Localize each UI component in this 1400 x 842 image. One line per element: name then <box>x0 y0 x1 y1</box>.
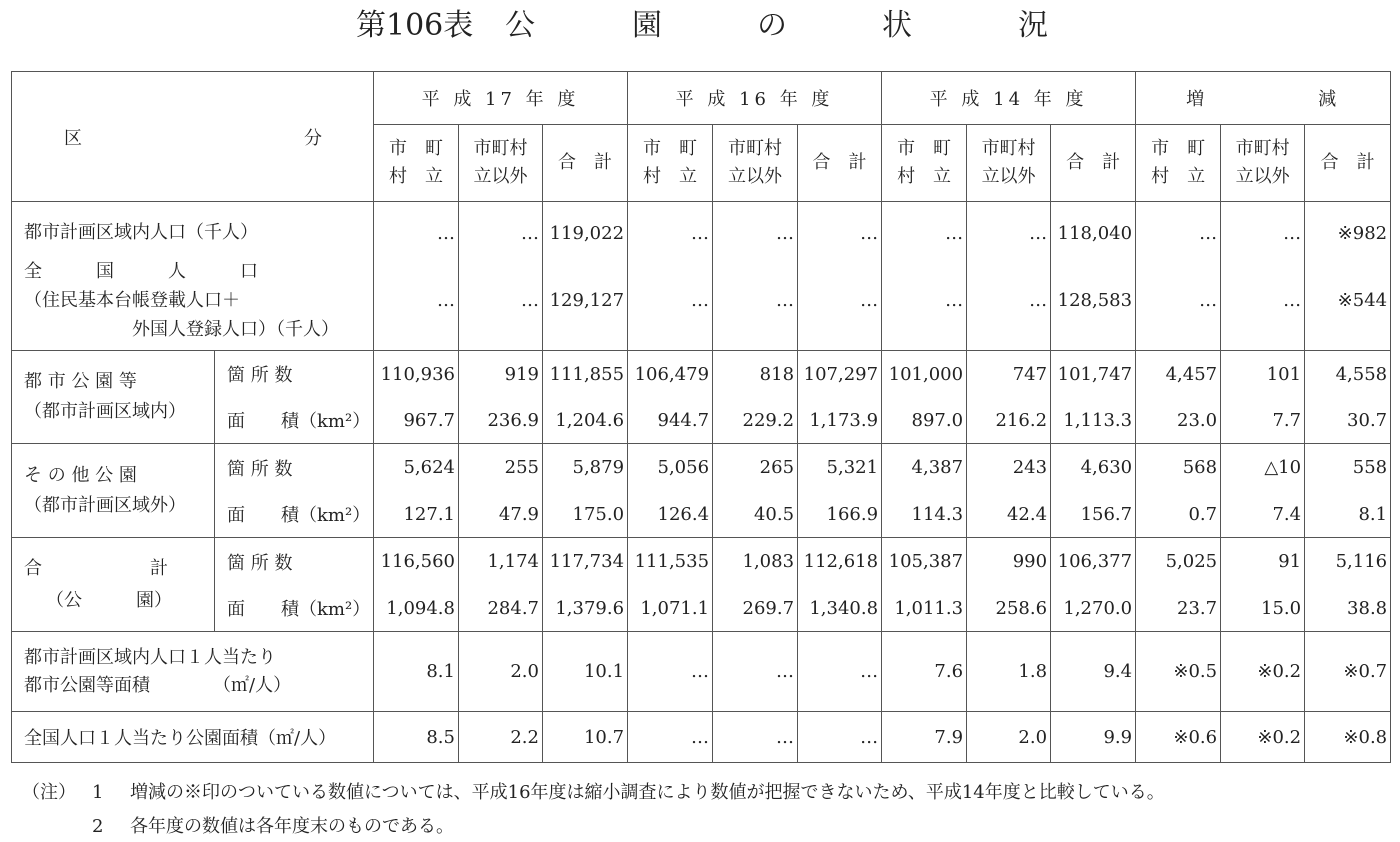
row-label: 全 国 人 口 （住民基本台帳登載人口＋ 外国人登録人口）（千人） <box>12 252 374 351</box>
table-cell: 7.7 <box>1221 398 1305 444</box>
note-text: 増減の※印のついている数値については、平成16年度は縮小調査により数値が把握できないため、平成14年度と比較している。 <box>130 782 1165 803</box>
table-cell: 216.2 <box>967 398 1051 444</box>
table-title <box>0 6 1400 46</box>
table-cell: 9.4 <box>1051 632 1136 712</box>
row-label: 全国人口１人当たり公園面積（㎡/人） <box>12 712 374 763</box>
table-cell: 5,321 <box>798 444 882 492</box>
change-header-right: 減 <box>1318 89 1341 110</box>
table-row <box>12 632 1391 712</box>
table-row <box>12 202 1391 252</box>
table-cell: 1,174 <box>459 538 543 586</box>
area-label: 面 積（km²） <box>215 492 374 538</box>
kubun-left: 区 <box>64 127 82 149</box>
sub-other: 市町村 立以外 <box>967 125 1051 202</box>
table-row <box>12 444 1391 492</box>
table-cell: … <box>798 712 882 763</box>
table-cell: … <box>1136 202 1221 252</box>
table-cell: 5,025 <box>1136 538 1221 586</box>
table-cell: 111,535 <box>628 538 713 586</box>
table-cell: … <box>628 202 713 252</box>
table-cell: 258.6 <box>967 586 1051 632</box>
row-group-label: 合 計 （公 園） <box>12 538 215 632</box>
table-cell: 5,879 <box>543 444 628 492</box>
header-row-years <box>12 72 1391 125</box>
table-row <box>12 586 1391 632</box>
row-group-label: そ の 他 公 園 （都市計画区域外） <box>12 444 215 538</box>
sub-muni: 市 町 村 立 <box>882 125 967 202</box>
table-cell: 5,056 <box>628 444 713 492</box>
table-cell: 284.7 <box>459 586 543 632</box>
table-cell: 111,855 <box>543 351 628 398</box>
table-cell: 897.0 <box>882 398 967 444</box>
table-cell: 4,558 <box>1305 351 1391 398</box>
table-cell: 990 <box>967 538 1051 586</box>
table-cell: 967.7 <box>374 398 459 444</box>
table-cell: 30.7 <box>1305 398 1391 444</box>
sub-muni: 市 町 村 立 <box>1136 125 1221 202</box>
table-cell: 0.7 <box>1136 492 1221 538</box>
row-group-label: 都 市 公 園 等 （都市計画区域内） <box>12 351 215 444</box>
table-cell: 1,340.8 <box>798 586 882 632</box>
table-cell: 8.5 <box>374 712 459 763</box>
sub-total: 合 計 <box>798 125 882 202</box>
table-cell: 128,583 <box>1051 252 1136 351</box>
table-cell: 568 <box>1136 444 1221 492</box>
table-cell: 112,618 <box>798 538 882 586</box>
table-cell: 2.0 <box>967 712 1051 763</box>
table-cell: 255 <box>459 444 543 492</box>
table-cell: … <box>713 632 798 712</box>
count-label: 箇 所 数 <box>215 444 374 492</box>
table-cell: 10.7 <box>543 712 628 763</box>
table-cell: 1,083 <box>713 538 798 586</box>
table-cell: 116,560 <box>374 538 459 586</box>
table-cell: 4,387 <box>882 444 967 492</box>
table-cell: ※0.2 <box>1221 632 1305 712</box>
table-cell: 91 <box>1221 538 1305 586</box>
table-row <box>12 351 1391 398</box>
table-cell: 23.7 <box>1136 586 1221 632</box>
title-char: の <box>757 8 787 43</box>
table-cell: … <box>628 252 713 351</box>
area-label: 面 積（km²） <box>215 586 374 632</box>
table-row <box>12 538 1391 586</box>
table-cell: 919 <box>459 351 543 398</box>
table-cell: ※0.8 <box>1305 712 1391 763</box>
table-row <box>12 252 1391 351</box>
table-cell: ※0.6 <box>1136 712 1221 763</box>
table-cell: … <box>713 712 798 763</box>
table-cell: 1,379.6 <box>543 586 628 632</box>
table-row <box>12 492 1391 538</box>
count-label: 箇 所 数 <box>215 538 374 586</box>
table-cell: 7.9 <box>882 712 967 763</box>
table-cell: ※982 <box>1305 202 1391 252</box>
table-cell: 175.0 <box>543 492 628 538</box>
table-cell: 5,116 <box>1305 538 1391 586</box>
year-header-h17: 平 成 17 年 度 <box>374 72 628 125</box>
table-cell: 129,127 <box>543 252 628 351</box>
parks-table <box>11 71 1391 763</box>
table-cell: … <box>882 202 967 252</box>
table-cell: … <box>967 252 1051 351</box>
table-row <box>12 398 1391 444</box>
sub-total: 合 計 <box>1305 125 1391 202</box>
table-cell: 107,297 <box>798 351 882 398</box>
table-cell: 106,377 <box>1051 538 1136 586</box>
table-cell: 1,071.1 <box>628 586 713 632</box>
sub-muni: 市 町 村 立 <box>628 125 713 202</box>
table-cell: … <box>713 202 798 252</box>
table-cell: 1,113.3 <box>1051 398 1136 444</box>
table-cell: 101,000 <box>882 351 967 398</box>
table-cell: 236.9 <box>459 398 543 444</box>
title-char: 園 <box>632 8 662 43</box>
table-cell: … <box>798 252 882 351</box>
table-cell: 10.1 <box>543 632 628 712</box>
sub-other: 市町村 立以外 <box>1221 125 1305 202</box>
table-cell: 747 <box>967 351 1051 398</box>
table-cell: … <box>459 252 543 351</box>
note-prefix: （注） <box>22 782 76 803</box>
table-cell: 127.1 <box>374 492 459 538</box>
table-row <box>12 712 1391 763</box>
table-cell: 558 <box>1305 444 1391 492</box>
table-cell: 1,094.8 <box>374 586 459 632</box>
table-cell: 7.6 <box>882 632 967 712</box>
note-number: 1 <box>92 782 104 803</box>
year-header-h14: 平 成 14 年 度 <box>882 72 1136 125</box>
table-cell: 42.4 <box>967 492 1051 538</box>
table-cell: ※0.5 <box>1136 632 1221 712</box>
table-cell: 38.8 <box>1305 586 1391 632</box>
table-cell: 944.7 <box>628 398 713 444</box>
table-cell: 2.2 <box>459 712 543 763</box>
note-number: 2 <box>92 816 104 837</box>
table-cell: 101,747 <box>1051 351 1136 398</box>
table-cell: 243 <box>967 444 1051 492</box>
table-cell: … <box>713 252 798 351</box>
note-line <box>22 812 454 838</box>
table-cell: 8.1 <box>1305 492 1391 538</box>
title-char: 況 <box>1018 8 1048 43</box>
table-cell: 4,457 <box>1136 351 1221 398</box>
table-cell: 818 <box>713 351 798 398</box>
row-label: 都市計画区域内人口（千人） <box>12 202 374 252</box>
table-cell: 166.9 <box>798 492 882 538</box>
kubun-right: 分 <box>304 127 322 149</box>
table-cell: … <box>1221 252 1305 351</box>
sub-total: 合 計 <box>1051 125 1136 202</box>
table-cell: 106,479 <box>628 351 713 398</box>
table-cell: … <box>798 202 882 252</box>
change-header-left: 増 <box>1186 89 1209 110</box>
table-cell: 117,734 <box>543 538 628 586</box>
table-cell: 229.2 <box>713 398 798 444</box>
table-cell: … <box>374 252 459 351</box>
table-cell: 1,270.0 <box>1051 586 1136 632</box>
table-cell: 23.0 <box>1136 398 1221 444</box>
table-cell: 1,011.3 <box>882 586 967 632</box>
table-cell: 118,040 <box>1051 202 1136 252</box>
table-cell: △10 <box>1221 444 1305 492</box>
title-number: 第106表 <box>356 8 474 43</box>
table-cell: 1.8 <box>967 632 1051 712</box>
table-cell: ※0.2 <box>1221 712 1305 763</box>
table-cell: … <box>1136 252 1221 351</box>
kubun-header <box>12 72 374 202</box>
table-cell: 110,936 <box>374 351 459 398</box>
table-cell: 47.9 <box>459 492 543 538</box>
table-cell: … <box>459 202 543 252</box>
table-cell: 40.5 <box>713 492 798 538</box>
table-cell: 126.4 <box>628 492 713 538</box>
table-cell: … <box>1221 202 1305 252</box>
change-header <box>1136 72 1391 125</box>
table-cell: 15.0 <box>1221 586 1305 632</box>
table-cell: 265 <box>713 444 798 492</box>
table-cell: … <box>798 632 882 712</box>
sub-other: 市町村 立以外 <box>713 125 798 202</box>
title-char: 状 <box>882 8 912 43</box>
table-cell: … <box>628 712 713 763</box>
area-label: 面 積（km²） <box>215 398 374 444</box>
row-label: 都市計画区域内人口１人当たり 都市公園等面積 （㎡/人） <box>12 632 374 712</box>
table-cell: 7.4 <box>1221 492 1305 538</box>
table-cell: 269.7 <box>713 586 798 632</box>
note-line <box>22 778 1165 804</box>
note-text: 各年度の数値は各年度末のものである。 <box>130 816 454 837</box>
table-cell: 5,624 <box>374 444 459 492</box>
table-cell: 9.9 <box>1051 712 1136 763</box>
table-cell: ※0.7 <box>1305 632 1391 712</box>
table-cell: 4,630 <box>1051 444 1136 492</box>
table-cell: … <box>967 202 1051 252</box>
table-cell: ※544 <box>1305 252 1391 351</box>
sub-muni: 市 町 村 立 <box>374 125 459 202</box>
table-cell: 101 <box>1221 351 1305 398</box>
table-cell: 1,204.6 <box>543 398 628 444</box>
year-header-h16: 平 成 16 年 度 <box>628 72 882 125</box>
table-cell: 156.7 <box>1051 492 1136 538</box>
count-label: 箇 所 数 <box>215 351 374 398</box>
sub-total: 合 計 <box>543 125 628 202</box>
sub-other: 市町村 立以外 <box>459 125 543 202</box>
table-cell: 8.1 <box>374 632 459 712</box>
table-cell: 119,022 <box>543 202 628 252</box>
title-char: 公 <box>505 8 535 43</box>
table-cell: … <box>374 202 459 252</box>
table-cell: 2.0 <box>459 632 543 712</box>
table-cell: 1,173.9 <box>798 398 882 444</box>
table-cell: … <box>628 632 713 712</box>
table-cell: 105,387 <box>882 538 967 586</box>
table-cell: … <box>882 252 967 351</box>
table-cell: 114.3 <box>882 492 967 538</box>
